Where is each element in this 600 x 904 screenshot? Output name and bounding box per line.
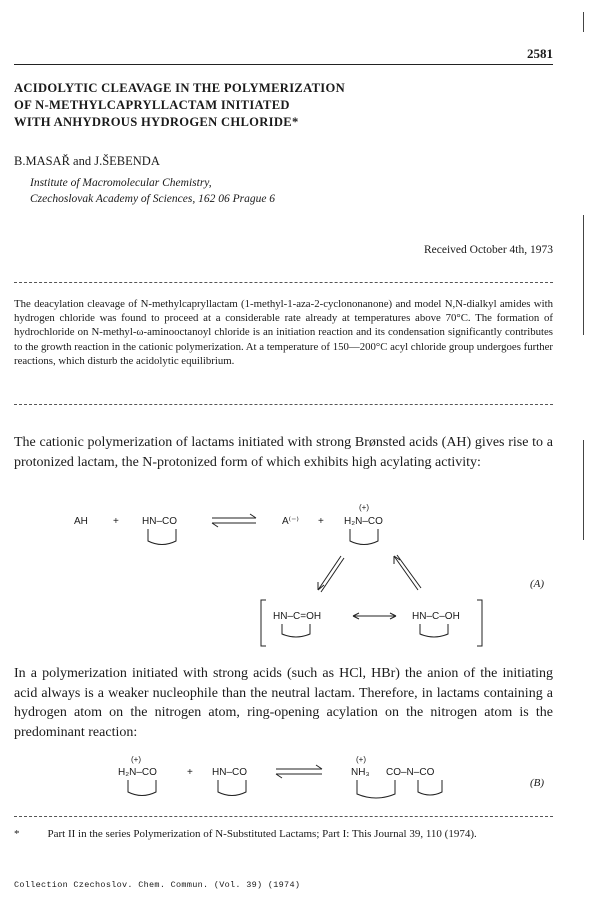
scheme-b-reactant-2: HN–CO bbox=[212, 767, 248, 778]
title-line-2: OF N-METHYLCAPRYLLACTAM INITIATED bbox=[14, 98, 290, 112]
abstract: The deacylation cleavage of N-methylcapryllactam (1-methyl-1-aza-2-cyclononanone) and model N,N-dialkyl amides with hydrogen chloride was found to proceed at a considerable rate already at temperatures above 70°C. The formation of hydrochloride on N-methyl-ω-aminooctanoyl chloride is an initiation reaction and its condensation significantly contributes to the growth reaction in the cationic polymerization. At a temperature of 150—200°C acyl chloride group undergoes further reactions, which disturb the acidolytic equilibrium. bbox=[14, 298, 554, 367]
title-line-1: ACIDOLYTIC CLEAVAGE IN THE POLYMERIZATION bbox=[14, 81, 345, 95]
scheme-b-product-chain: CO–N–CO bbox=[386, 767, 435, 778]
footnote-text: Part II in the series Polymerization of N-Substituted Lactams; Part I: This Journal 39, 110 (1974). bbox=[47, 828, 477, 840]
scheme-a-charge: (+) bbox=[359, 503, 369, 512]
scheme-b-plus: + bbox=[187, 767, 193, 778]
product-chain-ring bbox=[357, 780, 395, 798]
scheme-a-plus-2: + bbox=[318, 516, 324, 527]
footnote-mark: * bbox=[14, 828, 20, 840]
running-footer: Collection Czechoslov. Chem. Commun. (Vol. 39) (1974) bbox=[14, 880, 301, 890]
product-lactam-ring bbox=[418, 780, 442, 795]
reactant-1-ring bbox=[128, 780, 156, 796]
equilibrium-arrowhead-b-back bbox=[276, 774, 282, 778]
scheme-a-cation-form: HN–C–OH bbox=[412, 611, 460, 622]
affiliation-line-2: Czechoslovak Academy of Sciences, 162 06 Prague 6 bbox=[30, 193, 276, 205]
affiliation-line-1: Institute of Macromolecular Chemistry, bbox=[30, 177, 212, 189]
scheme-a-protonated-lactam: H₂N–CO bbox=[344, 516, 383, 527]
paragraph-2: In a polymerization initiated with strong acids (such as HCl, HBr) the anion of the initiating acid always is a weaker nucleophile than the neutral lactam. Therefore, in lactams containing a hydrogen atom on the nitrogen atom, ring-opening acylation on the nitrogen atom is the predominant reaction: bbox=[14, 666, 553, 740]
received-date: Received October 4th, 1973 bbox=[423, 244, 553, 256]
scheme-a-ah: AH bbox=[74, 516, 88, 527]
scheme-a-anion: A⁽⁻⁾ bbox=[282, 516, 299, 527]
scheme-a-plus-1: + bbox=[113, 516, 119, 527]
scheme-a-enol-form: HN–C=OH bbox=[273, 611, 322, 622]
authors: B.MASAŘ and J.ŠEBENDA bbox=[14, 154, 160, 168]
footnote-rule bbox=[14, 816, 553, 817]
title-line-3: WITH ANHYDROUS HYDROGEN CHLORIDE* bbox=[14, 115, 299, 129]
scheme-b-label: (B) bbox=[530, 777, 545, 789]
scheme-b-reactant-1: H₂N–CO bbox=[118, 767, 157, 778]
scheme-b-product-amine: NH₃ bbox=[351, 767, 370, 778]
scheme-a-label: (A) bbox=[530, 578, 545, 590]
scheme-a-lactam: HN–CO bbox=[142, 516, 178, 527]
scheme-b-charge-2: (+) bbox=[356, 755, 366, 764]
paragraph-1: The cationic polymerization of lactams initiated with strong Brønsted acids (AH) gives rise to a protonized lactam, the N-protonized form of which exhibits high acylating activity: bbox=[14, 435, 553, 470]
reactant-2-ring bbox=[218, 780, 246, 796]
scheme-b-charge-1: (+) bbox=[131, 755, 141, 764]
page-number: 2581 bbox=[527, 46, 553, 61]
footnote bbox=[14, 827, 553, 842]
equilibrium-arrowhead-b-forward bbox=[316, 765, 322, 769]
